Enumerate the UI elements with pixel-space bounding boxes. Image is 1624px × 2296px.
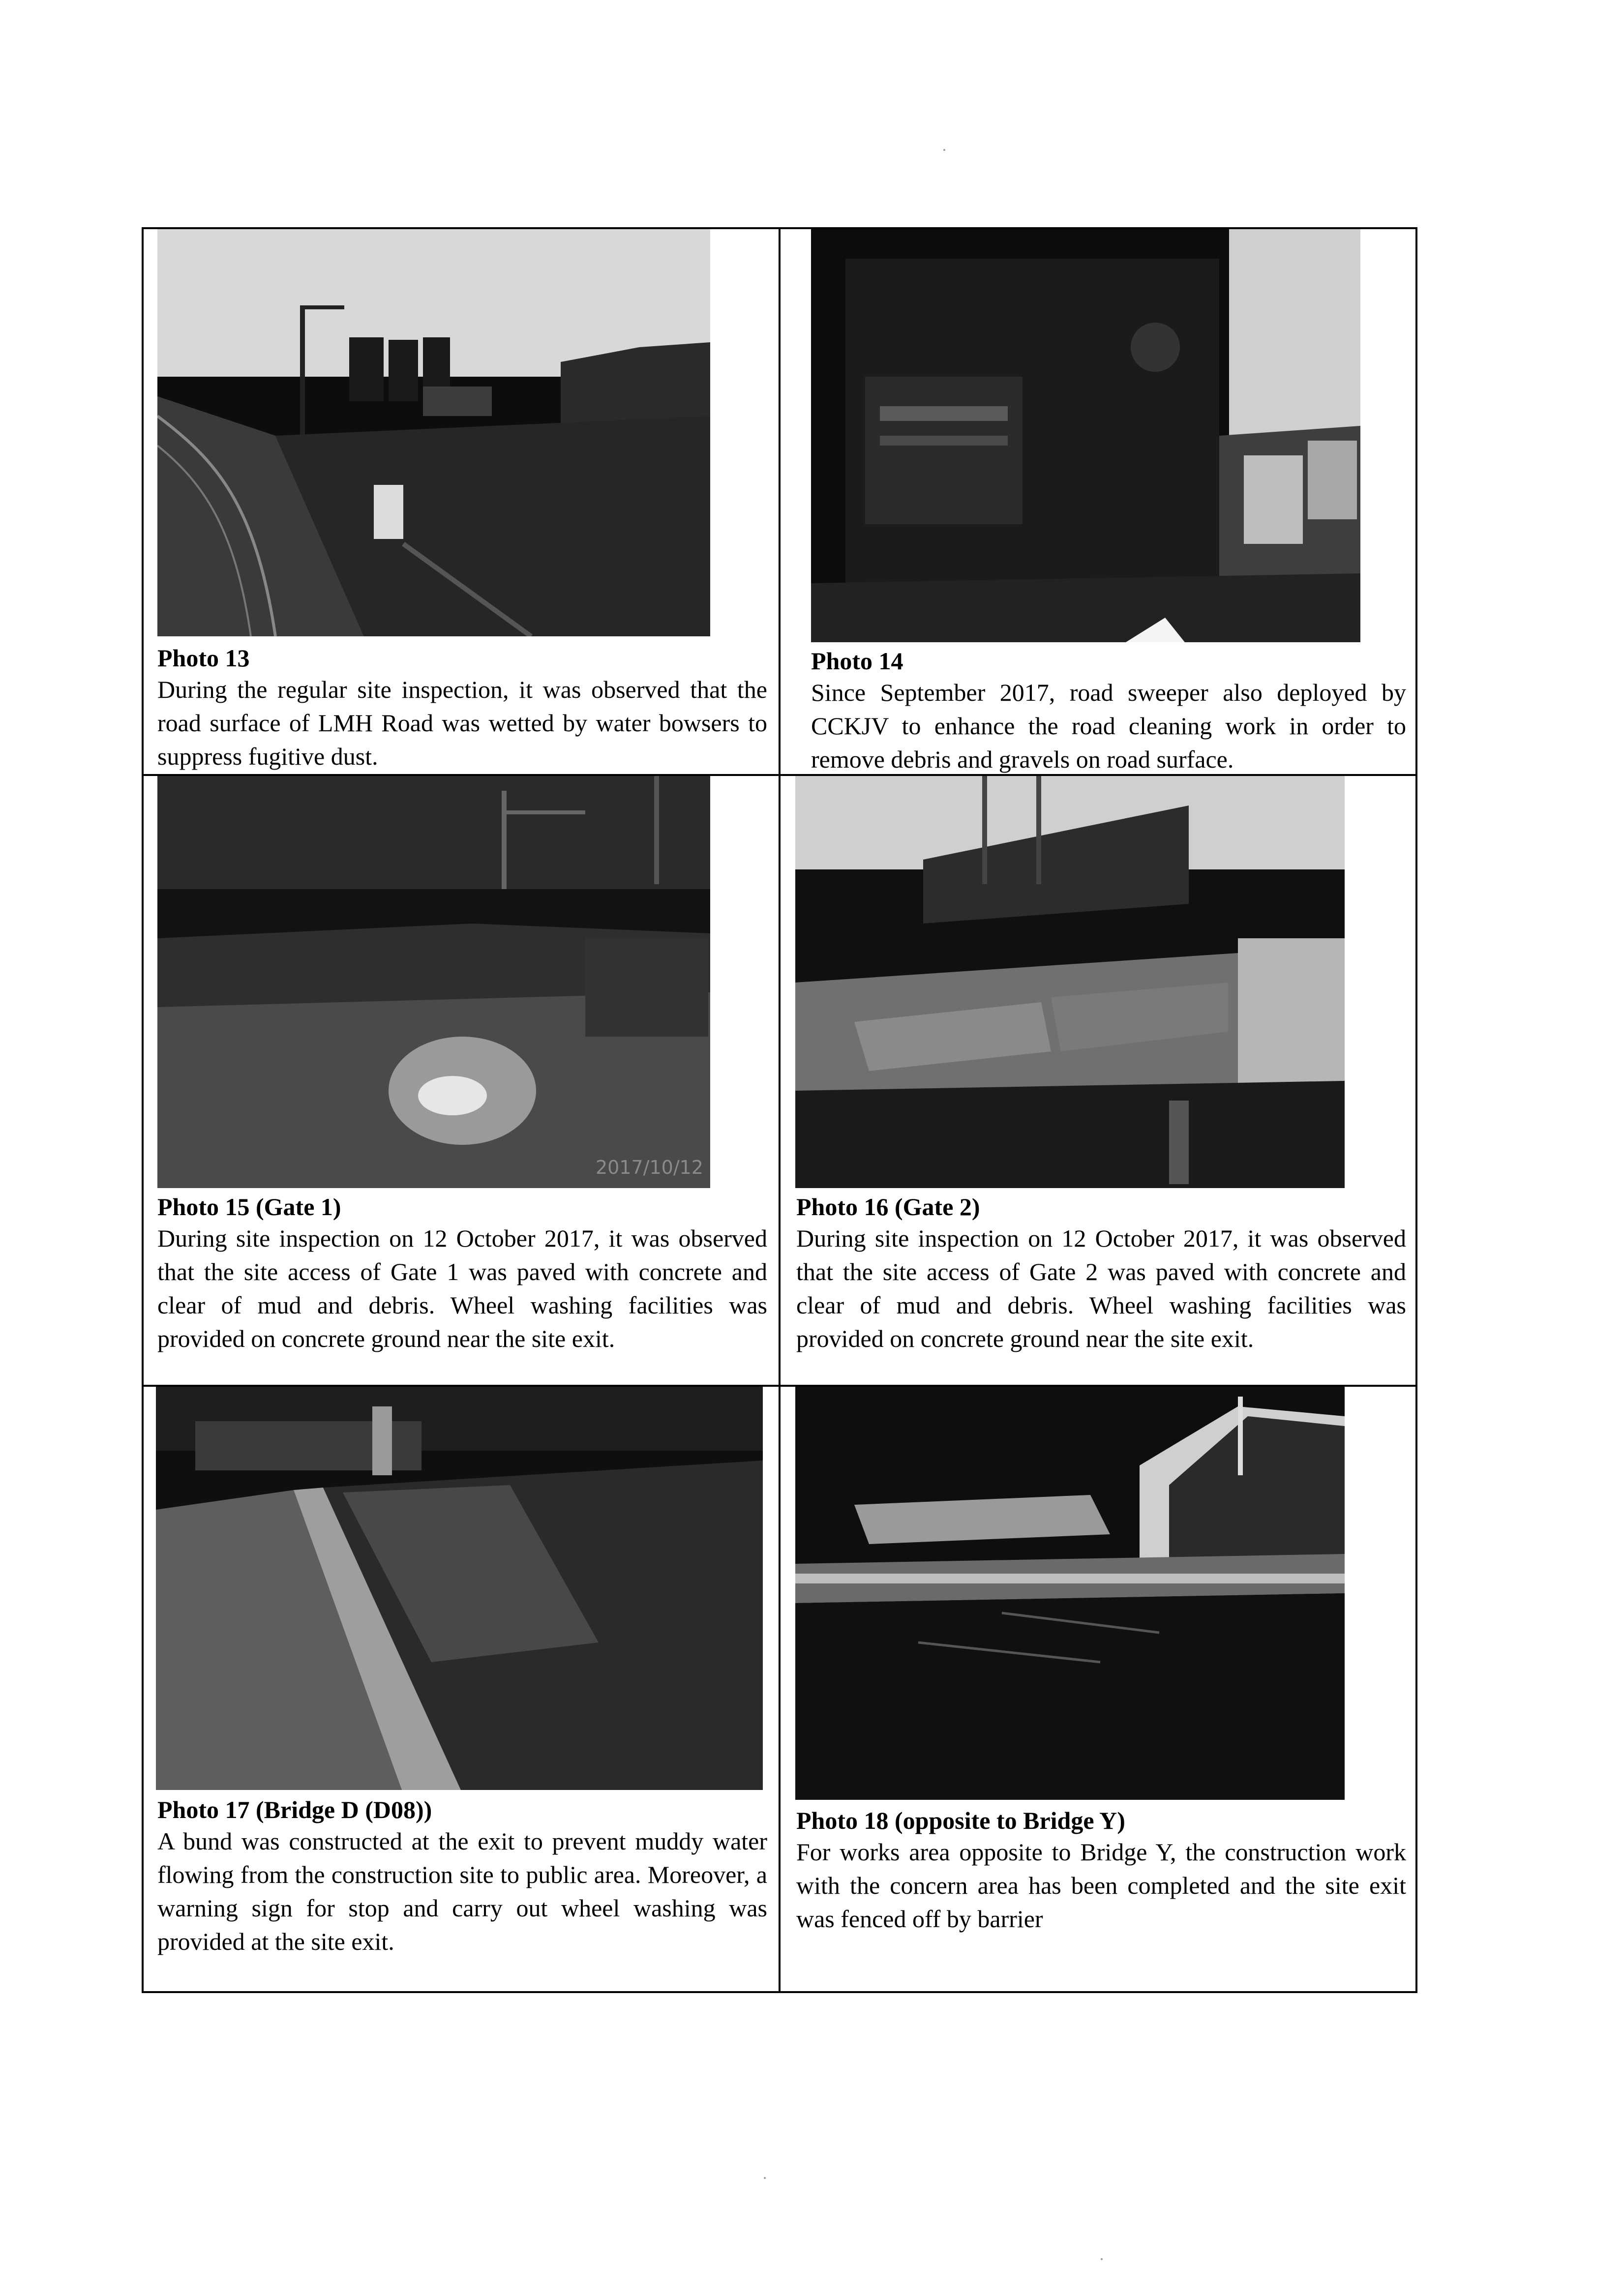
photo-description: For works area opposite to Bridge Y, the construction work with the concern area has been completed and the site exit was fenced off by barrier xyxy=(796,1838,1406,1933)
photo-18-opposite-bridge-y xyxy=(795,1387,1345,1800)
photo-15-gate-1 xyxy=(157,776,710,1188)
photo-description: A bund was constructed at the exit to prevent muddy water flowing from the construction site to public area. Moreover, a warning sign for stop and carry out wheel washing was provided at the site exit. xyxy=(157,1827,767,1955)
photo-title: Photo 13 xyxy=(157,644,250,672)
scan-speck xyxy=(1101,2258,1103,2260)
photo-cell-17 xyxy=(144,1387,779,1995)
photo-description: During site inspection on 12 October 2017, it was observed that the site access of Gate 1 was paved with concrete and clear of mud and debris. Wheel washing facilities was provided on concrete ground near the site exit. xyxy=(157,1224,767,1352)
photo-description: During site inspection on 12 October 2017, it was observed that the site access of Gate 2 was paved with concrete and clear of mud and debris. Wheel washing facilities was provided on concrete ground near the site exit. xyxy=(796,1224,1406,1352)
photo-title: Photo 14 xyxy=(811,647,903,675)
photo-14-road-sweeper xyxy=(811,229,1360,642)
photo-title: Photo 16 (Gate 2) xyxy=(796,1193,980,1221)
photo-17-bridge-d xyxy=(156,1387,763,1790)
photo-date-stamp: 2017/10/12 xyxy=(595,1157,703,1178)
photo-cell-18 xyxy=(781,1387,1415,1995)
photo-13-road-wetted xyxy=(157,229,710,636)
photo-title: Photo 15 (Gate 1) xyxy=(157,1193,341,1221)
photo-16-gate-2 xyxy=(795,776,1345,1188)
photo-cell-13 xyxy=(144,229,779,774)
photo-record-table xyxy=(142,227,1417,1993)
photo-cell-14 xyxy=(781,229,1415,774)
scan-speck xyxy=(764,2177,766,2179)
photo-cell-16 xyxy=(781,776,1415,1385)
photo-description: During the regular site inspection, it was observed that the road surface of LMH Road was wetted by water bowsers to suppress fugitive dust. xyxy=(157,676,767,770)
photo-cell-15 xyxy=(144,776,779,1385)
photo-description: Since September 2017, road sweeper also deployed by CCKJV to enhance the road cleaning work in order to remove debris and gravels on road surface. xyxy=(811,679,1406,773)
photo-title: Photo 18 (opposite to Bridge Y) xyxy=(796,1807,1125,1834)
photo-title: Photo 17 (Bridge D (D08)) xyxy=(157,1796,432,1823)
scan-speck xyxy=(943,149,945,151)
